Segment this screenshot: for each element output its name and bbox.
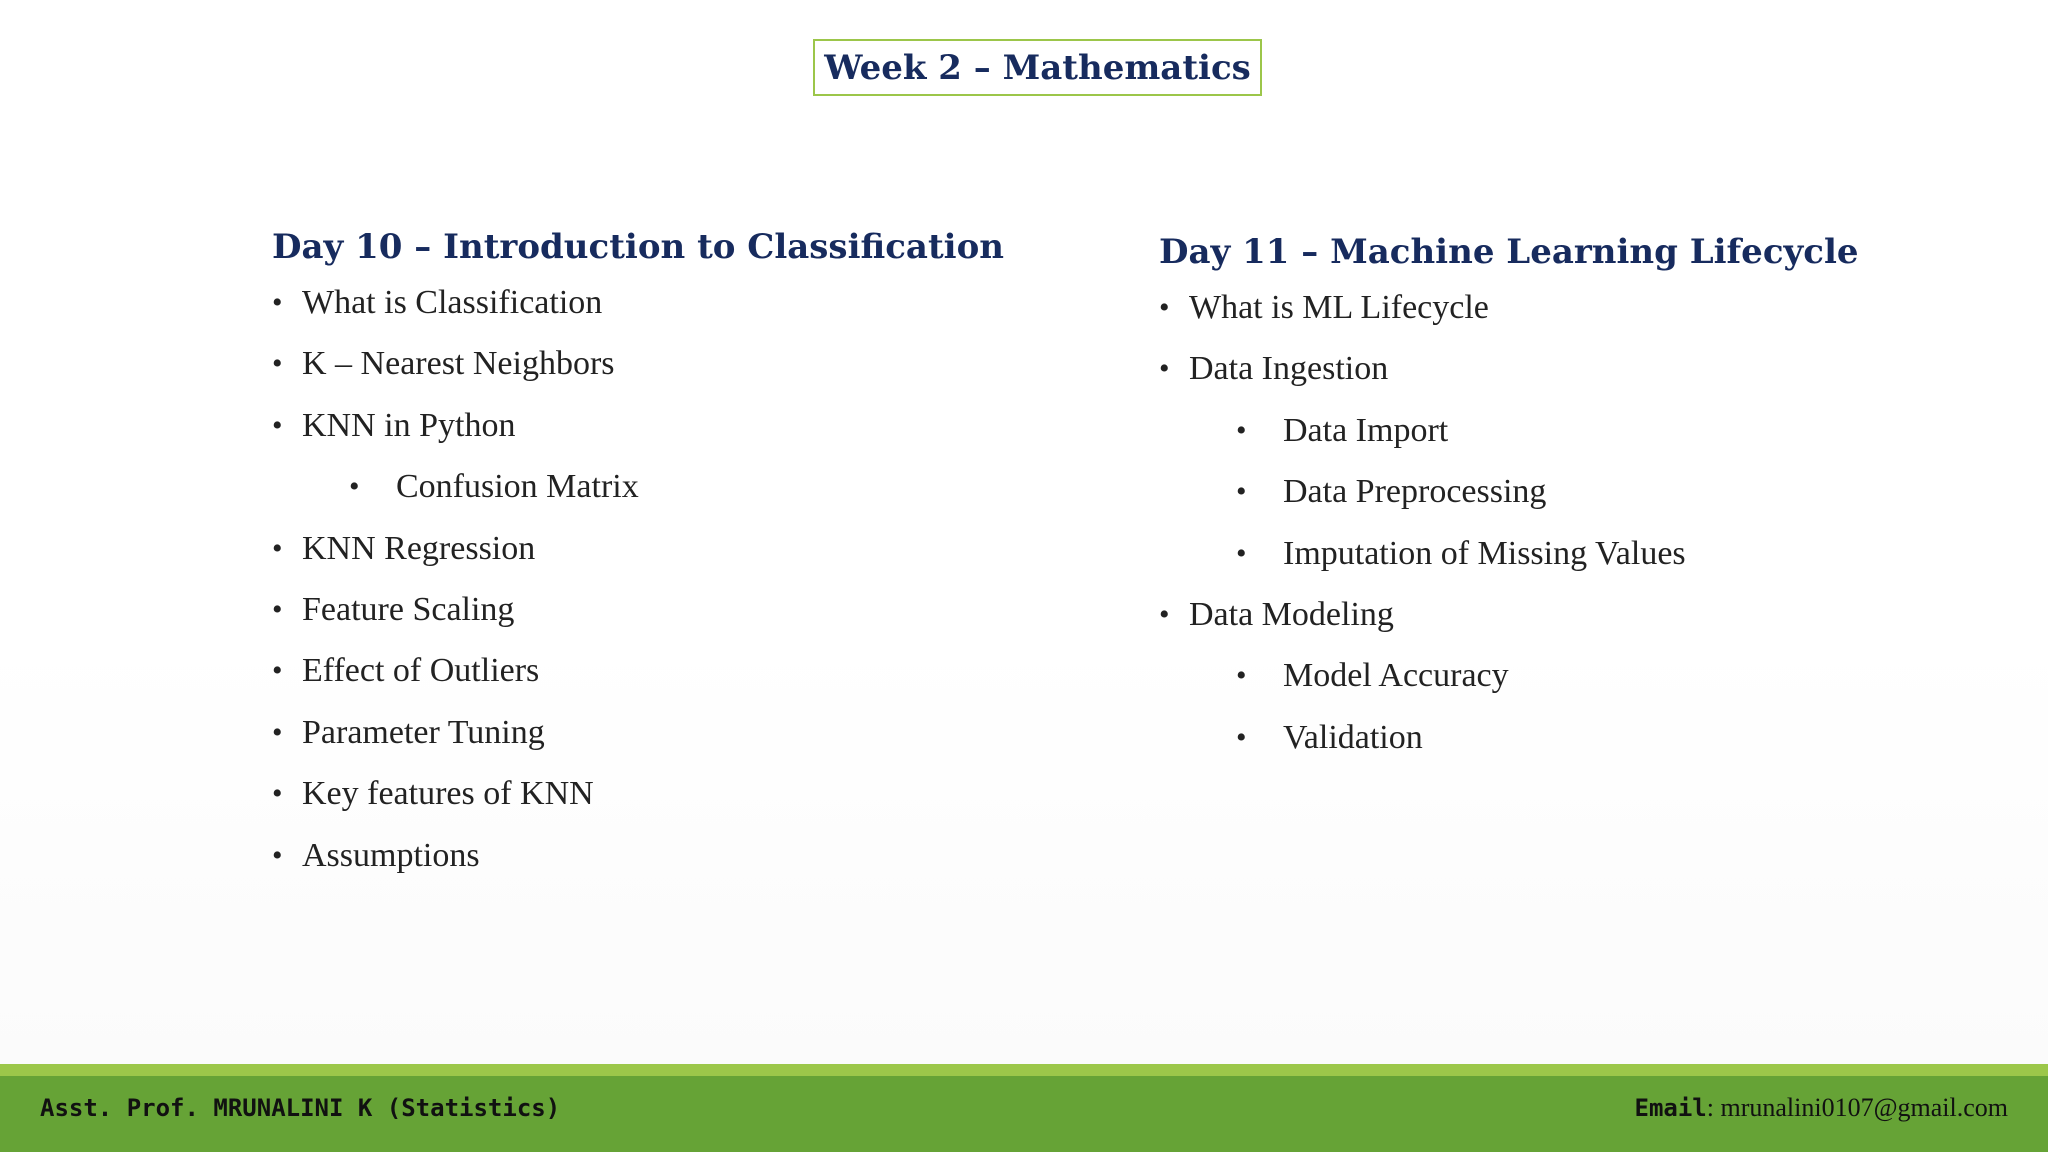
list-item-label: What is ML Lifecycle — [1189, 289, 1489, 326]
list-item-label: Feature Scaling — [302, 590, 515, 628]
day10-column — [272, 222, 1032, 886]
list-item — [272, 640, 1032, 701]
day11-column — [1159, 227, 2019, 768]
list-item-label: Model Accuracy — [1283, 657, 1509, 695]
bullet-icon: • — [272, 777, 283, 811]
list-item-label: Imputation of Missing Values — [1283, 534, 1686, 572]
day11-topic-list — [1159, 277, 2019, 768]
list-item — [272, 272, 1032, 333]
list-item-label: Data Ingestion — [1189, 350, 1389, 388]
bullet-icon: • — [272, 715, 283, 749]
list-item-label: K – Nearest Neighbors — [302, 345, 615, 383]
list-item-label: Data Preprocessing — [1283, 473, 1547, 511]
slide-title-box — [813, 39, 1262, 96]
footer-accent-stripe — [0, 1064, 2048, 1076]
bullet-icon: • — [1236, 536, 1247, 570]
sub-list-item — [1159, 707, 2019, 768]
bullet-icon: • — [1159, 291, 1170, 324]
email-separator: : — [1706, 1093, 1721, 1122]
email-label: Email — [1634, 1094, 1707, 1122]
day11-heading: Day 11 – Machine Learning Lifecycle — [1159, 232, 1859, 272]
sub-list-item — [272, 456, 1032, 517]
bullet-icon: • — [1236, 720, 1247, 754]
list-item — [272, 763, 1032, 824]
list-item — [272, 395, 1032, 456]
list-item — [1159, 277, 2019, 338]
list-item — [272, 702, 1032, 763]
list-item-label: Validation — [1283, 718, 1423, 756]
bullet-icon: • — [272, 408, 283, 442]
bullet-icon: • — [1236, 413, 1247, 447]
sub-list-item — [1159, 461, 2019, 522]
bullet-icon: • — [1236, 659, 1247, 693]
sub-list-item — [1159, 645, 2019, 706]
sub-list-item — [1159, 523, 2019, 584]
list-item — [272, 825, 1032, 886]
list-item-label: Key features of KNN — [302, 775, 594, 813]
bullet-icon: • — [272, 592, 283, 626]
list-item-label: Data Import — [1283, 411, 1449, 449]
email-address: mrunalini0107@gmail.com — [1720, 1093, 2008, 1122]
list-item — [272, 579, 1032, 640]
list-item-label: Assumptions — [302, 836, 480, 874]
list-item — [1159, 338, 2019, 399]
list-item-label: KNN Regression — [302, 529, 536, 567]
bullet-icon: • — [349, 470, 360, 504]
bullet-icon: • — [1159, 597, 1170, 631]
list-item-label: Effect of Outliers — [302, 652, 540, 690]
list-item-label: KNN in Python — [302, 406, 516, 444]
footer-bar — [0, 1076, 2048, 1152]
list-item — [272, 333, 1032, 394]
bullet-icon: • — [272, 838, 283, 872]
list-item — [272, 518, 1032, 579]
bullet-icon: • — [272, 531, 283, 565]
sub-list-item — [1159, 400, 2019, 461]
list-item-label: What is Classification — [302, 284, 603, 321]
bullet-icon: • — [272, 654, 283, 688]
bullet-icon: • — [272, 347, 283, 381]
list-item-label: Parameter Tuning — [302, 713, 545, 751]
bullet-icon: • — [1159, 352, 1170, 386]
list-item-label: Confusion Matrix — [396, 468, 639, 506]
bullet-icon: • — [272, 286, 283, 319]
slide-title: Week 2 – Mathematics — [824, 47, 1251, 88]
list-item-label: Data Modeling — [1189, 595, 1394, 633]
day10-heading: Day 10 – Introduction to Classification — [272, 227, 1004, 267]
day10-topic-list — [272, 272, 1032, 886]
bullet-icon: • — [1236, 475, 1247, 509]
footer-author: Asst. Prof. MRUNALINI K (Statistics) — [40, 1094, 561, 1122]
list-item — [1159, 584, 2019, 645]
footer-email — [1635, 1076, 2009, 1140]
